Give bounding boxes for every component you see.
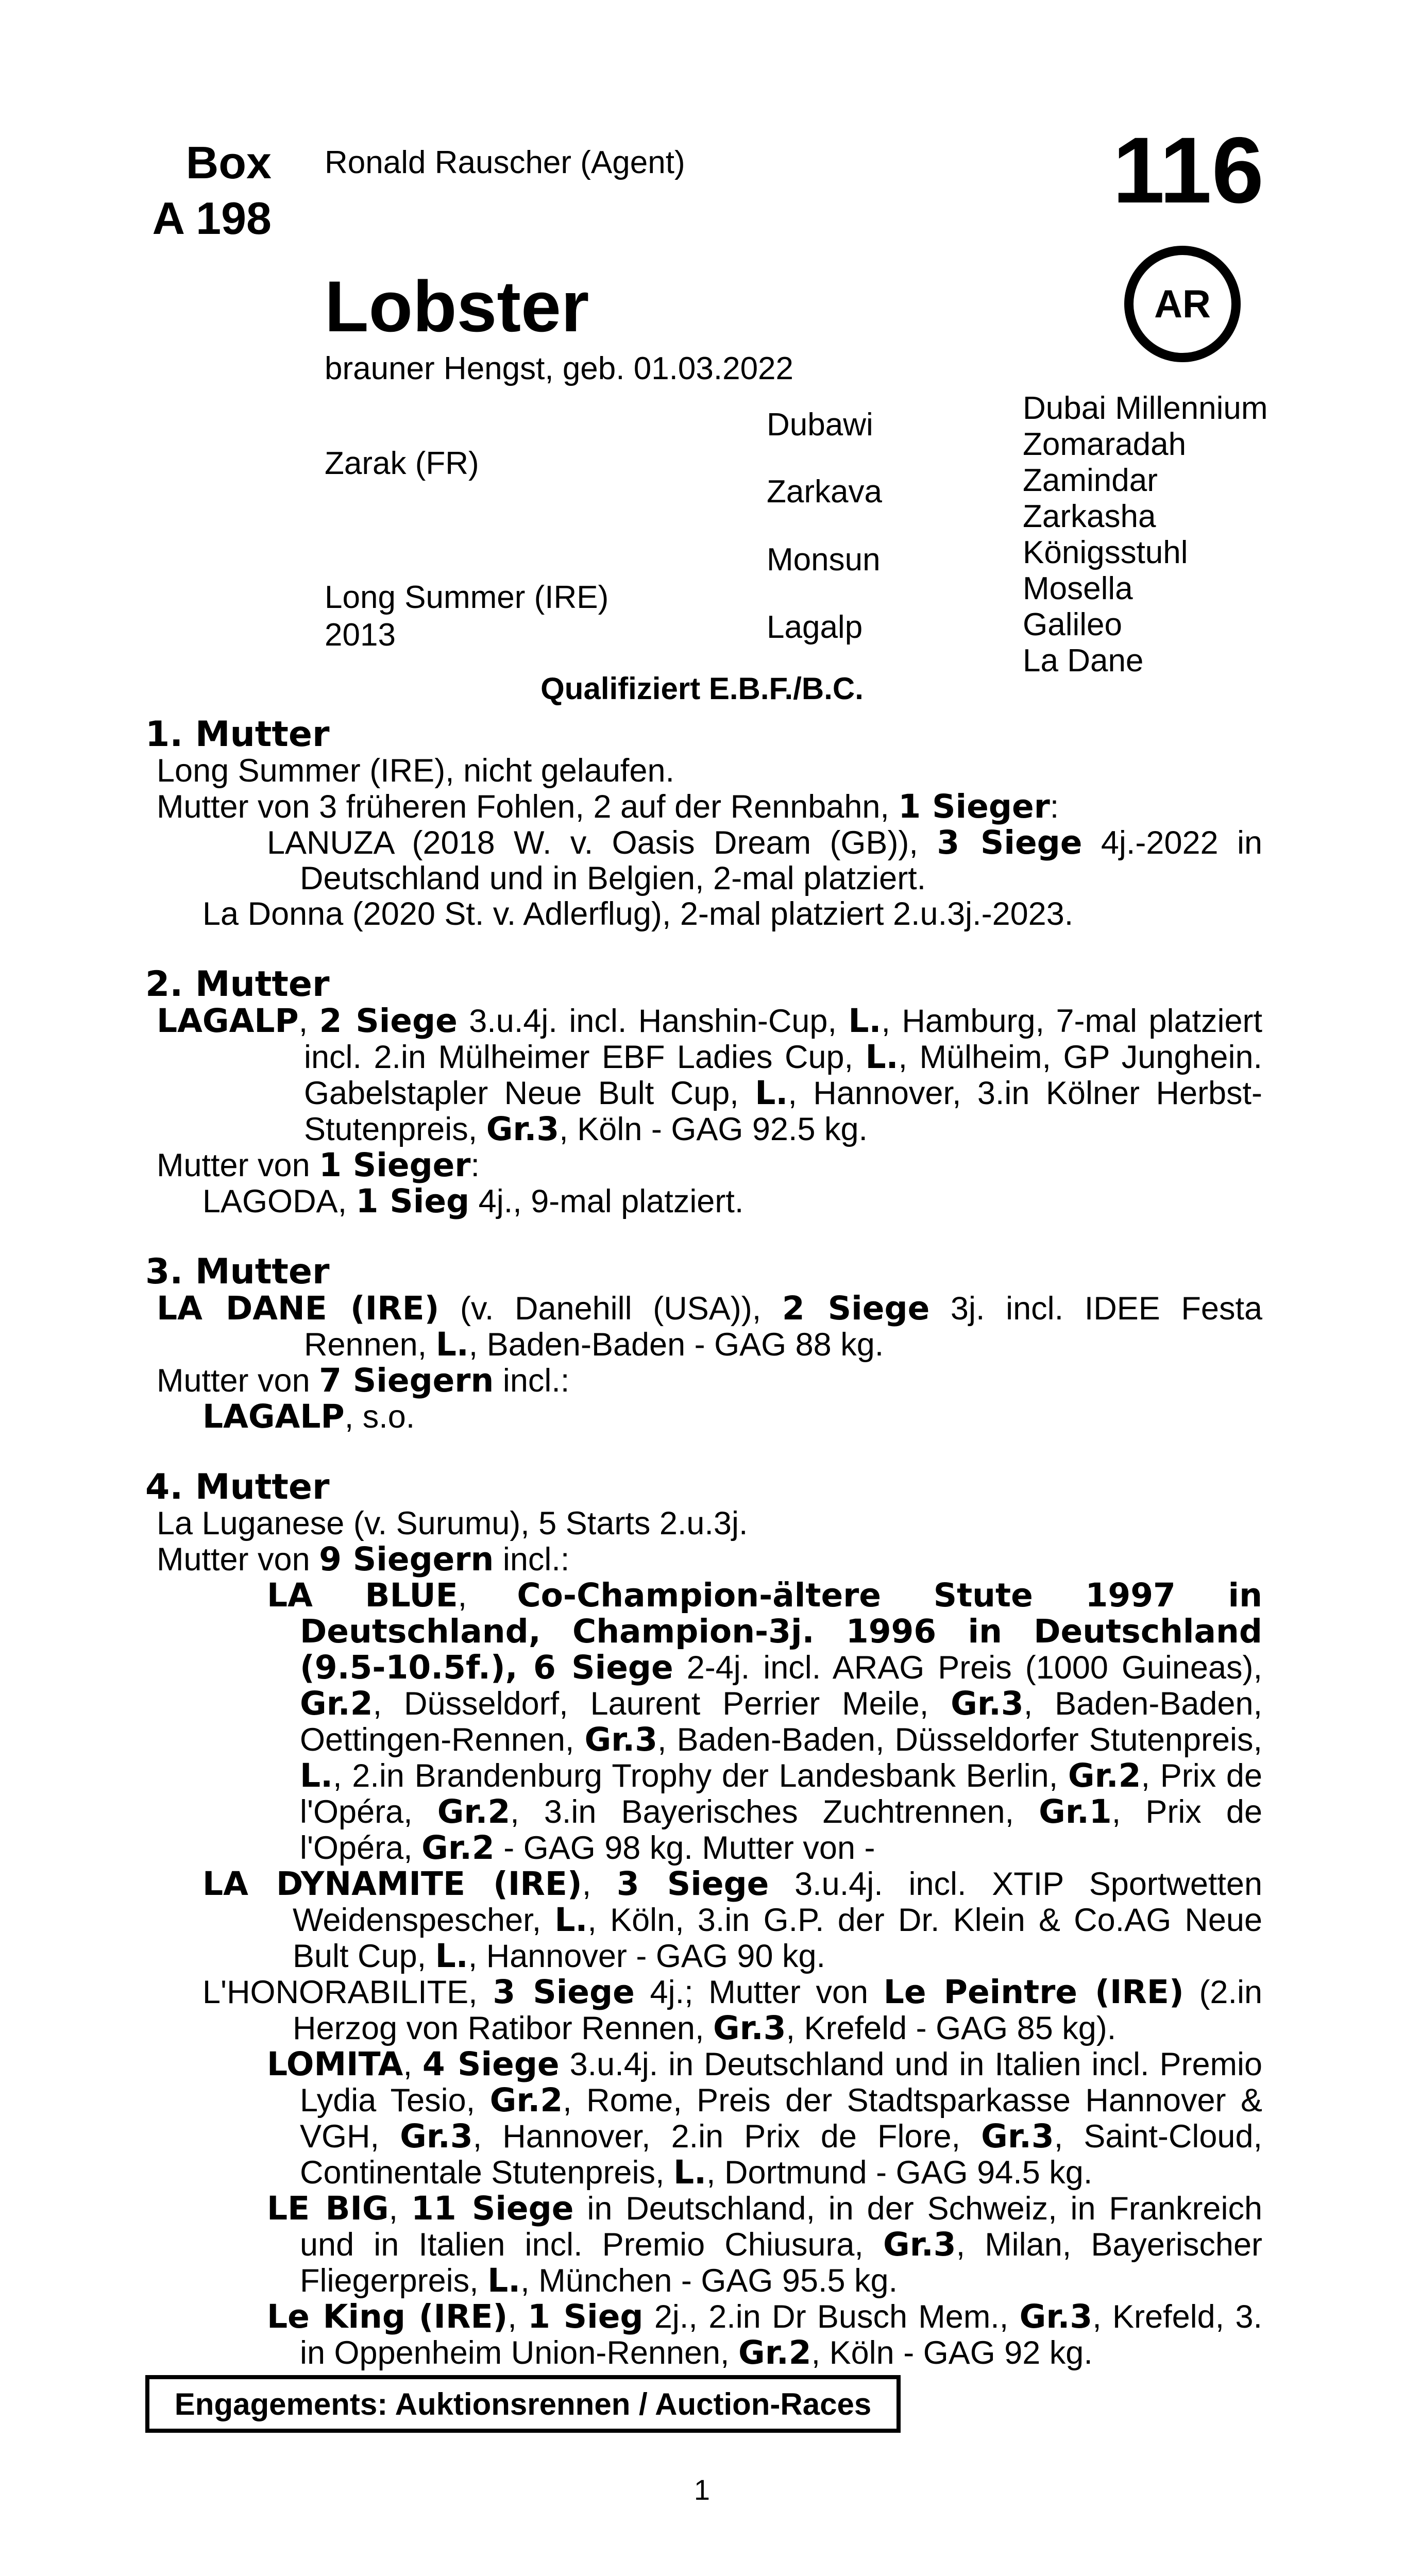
family-entry xyxy=(145,896,1262,932)
text: LAGODA, xyxy=(202,1183,356,1219)
bold-text: Gr.2 xyxy=(738,2334,811,2371)
bold-text: Gr.2 xyxy=(437,1793,511,1831)
text: 3.u.4j. incl. XTIP Sportwetten Weidenspescher, xyxy=(293,1866,1262,1938)
dam: Long Summer (IRE) xyxy=(325,580,609,615)
bold-text: Gr.3 xyxy=(981,2117,1054,2155)
sire: Zarak (FR) xyxy=(325,446,479,481)
text: , xyxy=(298,1003,319,1039)
engagements-label: Engagements: Auktionsrennen / Auction-Races xyxy=(174,2386,872,2421)
family-entry xyxy=(145,1974,1262,2046)
box-title: Box xyxy=(185,137,272,188)
bold-text: Gr.2 xyxy=(489,2081,563,2119)
text: La Luganese (v. Surumu), 5 Starts 2.u.3j. xyxy=(157,1505,748,1541)
bold-text: Le Peintre (IRE) xyxy=(883,1973,1184,2011)
bold-text: 1 Sieger xyxy=(898,788,1050,825)
dam-sire: Monsun xyxy=(767,542,881,578)
family-entry xyxy=(145,789,1262,825)
text: LANUZA (2018 W. v. Oasis Dream (GB)), xyxy=(267,825,937,861)
dam-year: 2013 xyxy=(325,617,396,653)
bold-text: 1 Sieg xyxy=(528,2298,644,2335)
text: , xyxy=(458,1578,517,1614)
section-gap xyxy=(145,1435,1262,1469)
text: , Prix de l'Opéra, xyxy=(300,1758,1262,1830)
bold-text: L. xyxy=(865,1038,899,1076)
text: , Hannover, 3.in Kölner Herbst-Stutenpreis, xyxy=(304,1075,1262,1147)
bold-text: 1 Sieg xyxy=(356,1182,470,1220)
ancestor: Mosella xyxy=(1023,571,1133,606)
text: , Baden-Baden, Oettingen-Rennen, xyxy=(300,1686,1262,1758)
family-entry xyxy=(145,1147,1262,1183)
text: , 2.in Brandenburg Trophy der Landesbank Berlin, xyxy=(333,1758,1068,1794)
family-entry xyxy=(145,1183,1262,1219)
ancestor: Zamindar xyxy=(1023,463,1158,498)
bold-text: Gr.2 xyxy=(300,1685,373,1722)
text: (2.in Herzog von Ratibor Rennen, xyxy=(293,1974,1262,2046)
bold-text: Gr.2 xyxy=(421,1829,495,1867)
text: Mutter von 3 früheren Fohlen, 2 auf der Rennbahn, xyxy=(157,789,899,825)
text: : xyxy=(470,1147,480,1183)
bold-text: 2 Siege xyxy=(319,1002,458,1040)
family-entry xyxy=(145,1291,1262,1363)
text: , Milan, Bayerischer Fliegerpreis, xyxy=(300,2227,1262,2299)
ancestor: Zarkasha xyxy=(1023,499,1156,534)
engagements-box xyxy=(145,2375,901,2433)
text: , Dortmund - GAG 94.5 kg. xyxy=(706,2155,1093,2191)
section-gap xyxy=(145,1219,1262,1253)
section-heading: 3. Mutter xyxy=(145,1251,330,1292)
text: 4j.; Mutter von xyxy=(634,1974,884,2010)
ancestor: Dubai Millennium xyxy=(1023,391,1268,426)
bold-text: 7 Siegern xyxy=(319,1362,494,1399)
bold-text: 3 Siege xyxy=(616,1865,769,1903)
family-entry xyxy=(145,1506,1262,1541)
bold-text: LA BLUE xyxy=(267,1577,458,1614)
sire-sire: Dubawi xyxy=(767,407,873,443)
ar-badge-label: AR xyxy=(1154,282,1211,326)
bold-text: L. xyxy=(554,1901,588,1939)
lot-number: 116 xyxy=(1112,117,1264,223)
family-entry xyxy=(145,1363,1262,1399)
text: (v. Danehill (USA)), xyxy=(439,1291,782,1327)
text: , Baden-Baden, Düsseldorfer Stutenpreis, xyxy=(657,1722,1262,1758)
section-heading: 1. Mutter xyxy=(145,714,330,755)
family-entry xyxy=(145,1866,1262,1974)
text: , Düsseldorf, Laurent Perrier Meile, xyxy=(373,1686,951,1722)
text: 3.u.4j. incl. Hanshin-Cup, xyxy=(457,1003,849,1039)
bold-text: L. xyxy=(755,1074,788,1112)
text: , Mülheim, GP Junghein. Gabelstapler Neue Bult Cup, xyxy=(304,1039,1262,1111)
text: , Baden-Baden - GAG 88 kg. xyxy=(468,1327,884,1363)
bold-text: Le King (IRE) xyxy=(267,2298,508,2335)
text: 3.u.4j. in Deutschland und in Italien incl. Premio Lydia Tesio, xyxy=(300,2046,1263,2119)
text: , xyxy=(582,1866,617,1902)
bold-text: LAGALP xyxy=(202,1398,345,1435)
family-entry xyxy=(145,2191,1262,2299)
dam-dam: Lagalp xyxy=(767,609,863,645)
text: , Krefeld, 3. in Oppenheim Union-Rennen, xyxy=(300,2299,1263,2371)
text: Long Summer (IRE), nicht gelaufen. xyxy=(157,753,674,789)
text: L'HONORABILITE, xyxy=(202,1974,493,2010)
text: , Prix de l'Opéra, xyxy=(300,1794,1262,1866)
text: 2j., 2.in Dr Busch Mem., xyxy=(643,2299,1020,2335)
family-entry xyxy=(145,825,1262,896)
text: , Hamburg, 7-mal platziert incl. 2.in Mülheimer EBF Ladies Cup, xyxy=(304,1003,1262,1075)
text: , Krefeld - GAG 85 kg). xyxy=(786,2010,1117,2046)
text: , 3.in Bayerisches Zuchtrennen, xyxy=(510,1794,1039,1830)
bold-text: L. xyxy=(300,1757,333,1794)
family-sections xyxy=(145,716,1262,2371)
bold-text: L. xyxy=(848,1002,882,1040)
bold-text: 3 Siege xyxy=(493,1973,635,2011)
bold-text: 9 Siegern xyxy=(319,1540,494,1578)
text: - GAG 98 kg. Mutter von - xyxy=(494,1830,875,1866)
bold-text: Gr.3 xyxy=(883,2226,956,2263)
text: Mutter von xyxy=(157,1541,319,1578)
ancestor: Zomaradah xyxy=(1023,427,1187,462)
section-gap xyxy=(145,932,1262,966)
family-entry xyxy=(145,1541,1262,1578)
text: , Hannover - GAG 90 kg. xyxy=(468,1938,826,1974)
page-number: 1 xyxy=(693,2473,711,2506)
agent-name: Ronald Rauscher (Agent) xyxy=(325,145,685,180)
family-entry xyxy=(145,2046,1262,2191)
text: incl.: xyxy=(494,1541,570,1578)
text: in Deutschland, in der Schweiz, in Frankreich und in Italien incl. Premio Chiusura, xyxy=(300,2191,1263,2263)
bold-text: L. xyxy=(435,1326,469,1363)
text: , xyxy=(403,2046,422,2082)
box-label xyxy=(145,135,272,246)
text: , s.o. xyxy=(344,1399,415,1435)
text: : xyxy=(1050,789,1059,825)
bold-text: Gr.3 xyxy=(713,2009,786,2047)
bold-text: L. xyxy=(435,1937,468,1975)
family-entry xyxy=(145,1399,1262,1435)
bold-text: L. xyxy=(487,2262,521,2299)
text: 3j. incl. IDEE Festa Rennen, xyxy=(304,1291,1262,1363)
bold-text: Co-Champion-ältere Stute 1997 in Deutschland, Champion-3j. 1996 in Deutschland (9.5-10.5f.), 6 Siege xyxy=(300,1577,1262,1686)
text: , xyxy=(508,2299,528,2335)
text: , Rome, Preis der Stadtsparkasse Hannover & VGH, xyxy=(300,2082,1262,2155)
text: , Köln - GAG 92.5 kg. xyxy=(559,1111,868,1147)
bold-text: LA DANE (IRE) xyxy=(157,1290,439,1327)
bold-text: 3 Siege xyxy=(937,824,1082,861)
ar-badge xyxy=(1124,246,1241,362)
bold-text: Gr.3 xyxy=(584,1721,658,1758)
text: La Donna (2020 St. v. Adlerflug), 2-mal platziert 2.u.3j.-2023. xyxy=(202,896,1074,932)
box-number: A 198 xyxy=(152,193,272,244)
family-entry xyxy=(145,753,1262,789)
text: , München - GAG 95.5 kg. xyxy=(520,2263,898,2299)
text: Mutter von xyxy=(157,1363,319,1399)
horse-name: Lobster xyxy=(325,266,589,347)
bold-text: 4 Siege xyxy=(422,2045,560,2083)
text: , Saint-Cloud, Continentale Stutenpreis, xyxy=(300,2119,1262,2191)
bold-text: L. xyxy=(673,2154,707,2191)
bold-text: Gr.3 xyxy=(1019,2298,1093,2335)
bold-text: Gr.2 xyxy=(1068,1757,1141,1794)
bold-text: Gr.3 xyxy=(486,1110,560,1148)
bold-text: LAGALP xyxy=(157,1002,299,1040)
bold-text: Gr.1 xyxy=(1039,1793,1112,1831)
bold-text: Gr.3 xyxy=(400,2117,473,2155)
family-entry xyxy=(145,1003,1262,1147)
horse-description: brauner Hengst, geb. 01.03.2022 xyxy=(325,351,794,386)
bold-text: LE BIG xyxy=(267,2190,389,2227)
text: , Hannover, 2.in Prix de Flore, xyxy=(472,2119,982,2155)
text: Mutter von xyxy=(157,1147,319,1183)
text: 2-4j. incl. ARAG Preis (1000 Guineas), xyxy=(673,1650,1262,1686)
bold-text: LA DYNAMITE (IRE) xyxy=(202,1865,582,1903)
bold-text: Gr.3 xyxy=(951,1685,1024,1722)
text: , xyxy=(388,2191,411,2227)
text: , Köln - GAG 92 kg. xyxy=(811,2335,1093,2371)
sire-dam: Zarkava xyxy=(767,474,882,510)
section-heading: 2. Mutter xyxy=(145,964,330,1005)
text: incl.: xyxy=(494,1363,570,1399)
ancestor: Königsstuhl xyxy=(1023,535,1188,570)
bold-text: 1 Sieger xyxy=(319,1146,471,1184)
text: , Köln, 3.in G.P. der Dr. Klein & Co.AG Neue Bult Cup, xyxy=(293,1902,1263,1974)
ancestor: La Dane xyxy=(1023,643,1144,679)
bold-text: LOMITA xyxy=(267,2045,403,2083)
family-entry xyxy=(145,1578,1262,1866)
ancestor: Galileo xyxy=(1023,607,1122,642)
bold-text: 2 Siege xyxy=(782,1290,930,1327)
family-entry xyxy=(145,2299,1262,2371)
bold-text: 11 Siege xyxy=(411,2190,574,2227)
section-heading: 4. Mutter xyxy=(145,1467,330,1507)
qualification: Qualifiziert E.B.F./B.C. xyxy=(540,671,864,706)
text: 4j.-2022 in Deutschland und in Belgien, 2-mal platziert. xyxy=(300,825,1262,896)
text: 4j., 9-mal platziert. xyxy=(469,1183,744,1219)
ancestors xyxy=(1023,391,1268,679)
